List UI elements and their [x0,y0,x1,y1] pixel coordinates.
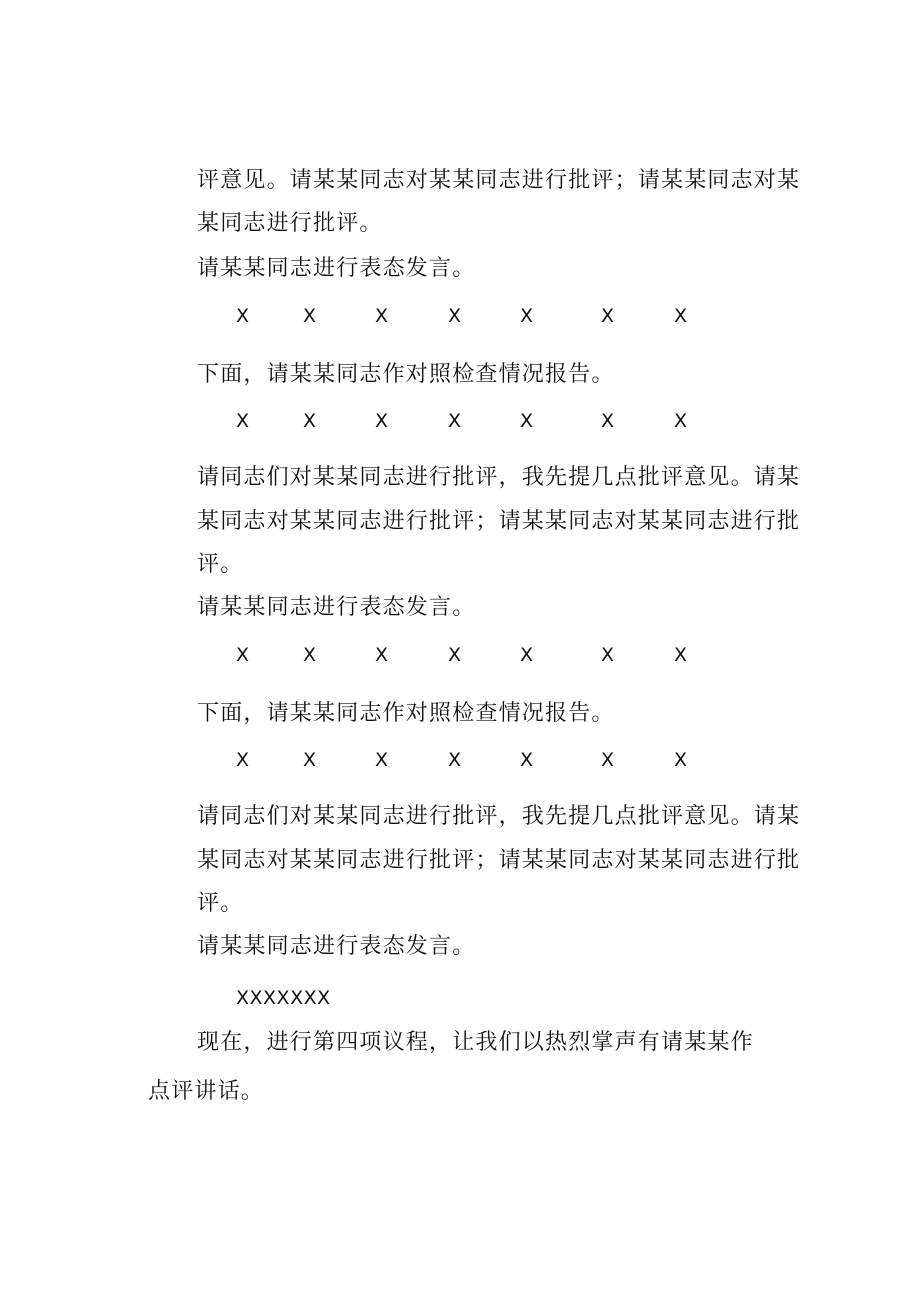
x-mark: X [375,305,389,327]
text-line: 请同志们对某某同志进行批评，我先提几点批评意见。请某 [197,804,801,829]
text-line: 请同志们对某某同志进行批评，我先提几点批评意见。请某 [197,465,801,490]
text-line: 点评讲话。 [148,1079,265,1104]
x-mark: X [674,644,688,666]
x-mark: X [520,305,534,327]
x-mark: X [236,305,250,327]
x-mark: X [236,749,250,771]
x-mark: X [303,410,317,432]
x-mark: X [236,410,250,432]
text-line: 评。 [197,552,244,577]
x-mark: X [303,644,317,666]
separator-x-row [0,745,920,775]
x-mark: X [601,410,615,432]
x-mark: X [448,410,462,432]
separator-x-row [0,301,920,331]
x-mark: X [601,644,615,666]
x-mark: X [520,749,534,771]
x-mark: X [448,305,462,327]
x-mark: X [448,749,462,771]
text-line: 某同志进行批评。 [197,211,383,236]
x-mark: X [520,644,534,666]
text-line: 某同志对某某同志进行批评；请某某同志对某某同志进行批 [197,509,801,534]
x-mark: X [448,644,462,666]
x-mark: X [236,644,250,666]
x-mark: X [375,644,389,666]
x-mark: X [520,410,534,432]
text-line: 请某某同志进行表态发言。 [197,256,476,281]
text-line: 现在，进行第四项议程，让我们以热烈掌声有请某某作 [197,1030,754,1055]
text-line: 下面，请某某同志作对照检查情况报告。 [197,362,615,387]
x-mark: X [375,749,389,771]
x-mark: X [601,749,615,771]
x-mark: X [303,749,317,771]
text-line: 评意见。请某某同志对某某同志进行批评；请某某同志对某 [197,168,801,193]
text-line: 请某某同志进行表态发言。 [197,934,476,959]
separator-x-compact: XXXXXXX [236,987,331,1009]
separator-x-row [0,406,920,436]
x-mark: X [674,410,688,432]
text-line: 下面，请某某同志作对照检查情况报告。 [197,701,615,726]
x-mark: X [375,410,389,432]
text-line: 某同志对某某同志进行批评；请某某同志对某某同志进行批 [197,848,801,873]
text-line: 评。 [197,891,244,916]
x-mark: X [303,305,317,327]
x-mark: X [674,305,688,327]
separator-x-row [0,640,920,670]
x-mark: X [674,749,688,771]
text-line: 请某某同志进行表态发言。 [197,595,476,620]
x-mark: X [601,305,615,327]
